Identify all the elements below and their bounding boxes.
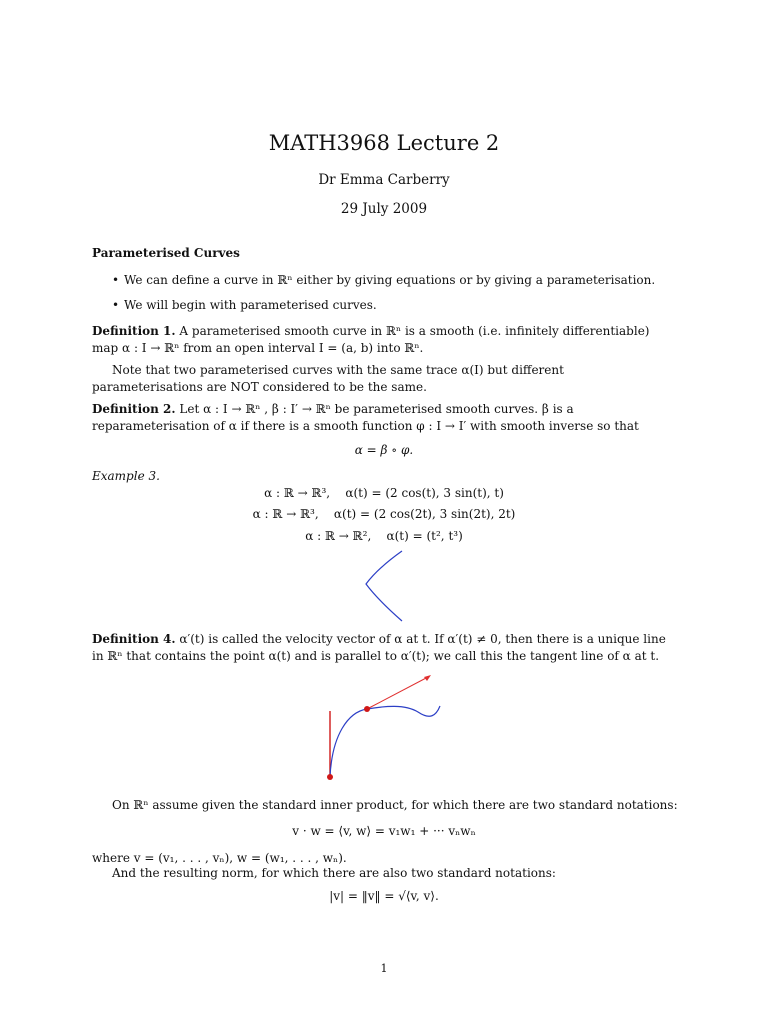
- definition-4: [92, 631, 678, 665]
- arrow-head: [424, 675, 431, 681]
- definition-2-text: Let α : I → ℝⁿ , β : I′ → ℝⁿ be parameterised smooth curves. β is a reparameterisation of α if there is a smooth function φ : I → I′ with smooth inverse so that: [92, 402, 639, 433]
- paper-title: MATH3968 Lecture 2: [268, 131, 500, 155]
- definition-4-text: α′(t) is called the velocity vector of α at t. If α′(t) ≠ 0, then there is a unique line in ℝⁿ that contains the point α(t) and is parallel to α′(t); we call this the tangent line of α at t.: [92, 632, 666, 663]
- tangent-figure-curve: [330, 706, 440, 777]
- base-point: [327, 774, 333, 780]
- definition-1-label: Definition 1.: [92, 324, 176, 338]
- example-equation: α : ℝ → ℝ³, α(t) = (2 cos(t), 3 sin(t), t): [264, 486, 504, 500]
- inner-product-paragraph: On ℝⁿ assume given the standard inner product, for which there are two standard notations:: [112, 798, 678, 812]
- inner-product-equation: v · w = ⟨v, w⟩ = v₁w₁ + ··· vₙwₙ: [292, 824, 476, 838]
- equation-reparam: α = β ∘ φ.: [354, 443, 414, 457]
- definition-1-text: A parameterised smooth curve in ℝⁿ is a smooth (i.e. infinitely differentiable) map α : I → ℝⁿ from an open interval I = (a, b) into ℝⁿ.: [92, 324, 650, 355]
- bullet-marker: •: [112, 273, 120, 287]
- note-paragraph: Note that two parameterised curves with the same trace α(I) but different parameterisations are NOT considered to be the same.: [92, 363, 564, 394]
- definition-4-label: Definition 4.: [92, 632, 176, 646]
- curve-point: [364, 706, 370, 712]
- norm-equation: |v| = ‖v‖ = √⟨v, v⟩.: [329, 889, 439, 903]
- example-equation: α : ℝ → ℝ³, α(t) = (2 cos(2t), 3 sin(2t), 2t): [252, 507, 516, 521]
- velocity-vector-arrow: [367, 677, 428, 709]
- bullet-item: We will begin with parameterised curves.: [124, 298, 377, 312]
- section-heading: Parameterised Curves: [92, 246, 240, 260]
- definition-2-label: Definition 2.: [92, 402, 176, 416]
- date: 29 July 2009: [340, 201, 428, 217]
- cusp-curve: [366, 551, 402, 621]
- page-number: 1: [380, 962, 388, 975]
- example-equation: α : ℝ → ℝ², α(t) = (t², t³): [305, 529, 463, 543]
- norm-paragraph: And the resulting norm, for which there are also two standard notations:: [112, 866, 556, 880]
- example-3-label: Example 3.: [92, 469, 160, 483]
- where-line: where v = (v₁, . . . , vₙ), w = (w₁, . . . , wₙ).: [92, 851, 347, 865]
- bullet-item: We can define a curve in ℝⁿ either by giving equations or by giving a parameterisation.: [124, 273, 656, 287]
- author: Dr Emma Carberry: [318, 172, 450, 188]
- bullet-marker: •: [112, 298, 120, 312]
